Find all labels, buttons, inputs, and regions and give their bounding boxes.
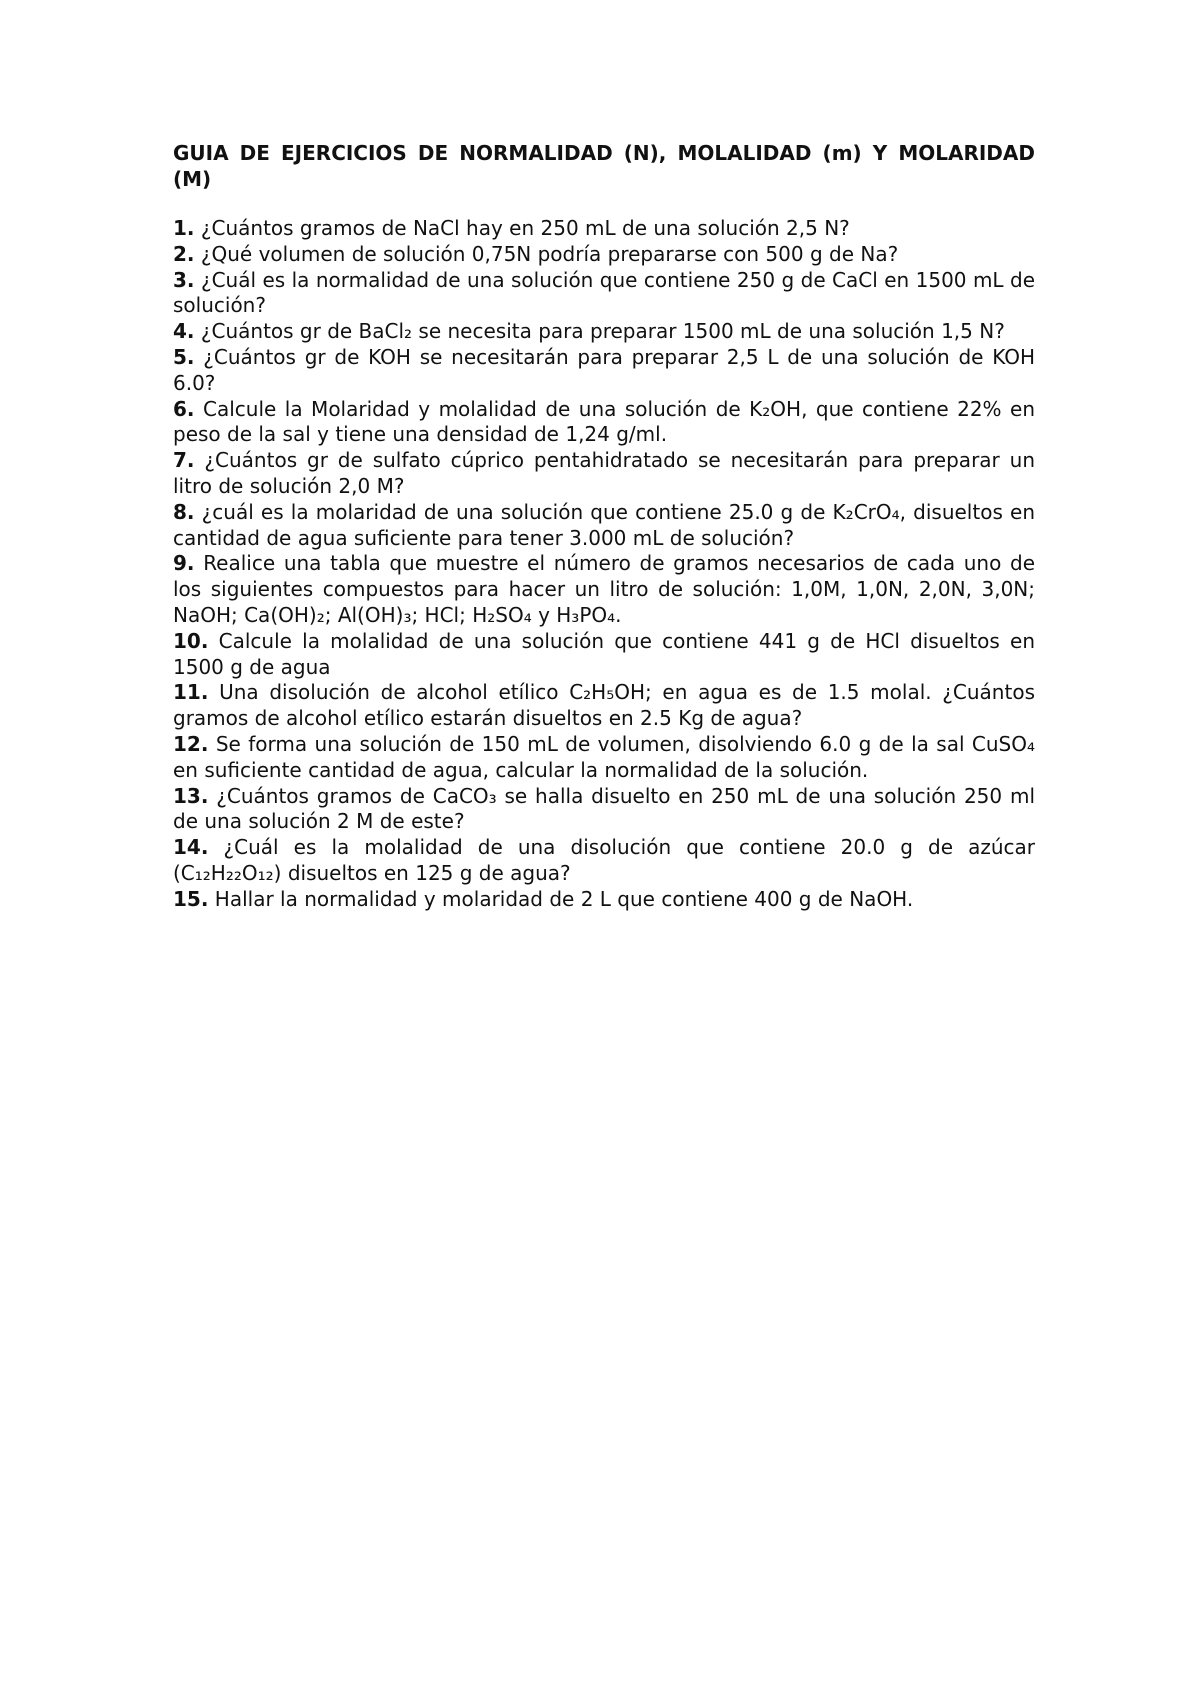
exercise-item	[173, 784, 1035, 836]
exercise-text: ¿Cuántos gr de BaCl₂ se necesita para preparar 1500 mL de una solución 1,5 N?	[200, 319, 1005, 344]
exercise-item	[173, 629, 1035, 681]
exercise-text: Hallar la normalidad y molaridad de 2 L que contiene 400 g de NaOH.	[214, 886, 914, 911]
exercise-item	[173, 345, 1035, 397]
exercise-text: ¿cuál es la molaridad de una solución que contiene 25.0 g de K₂CrO₄, disueltos en cantidad de agua suficiente para tener 3.000 mL de solución?	[173, 499, 1035, 550]
exercise-number: 12.	[173, 731, 209, 756]
exercise-item	[173, 732, 1035, 784]
exercise-text: Una disolución de alcohol etílico C₂H₅OH; en agua es de 1.5 molal. ¿Cuántos gramos de alcohol etílico estarán disueltos en 2.5 Kg de agua?	[173, 680, 1035, 731]
exercise-number: 13.	[173, 783, 209, 808]
exercise-number: 14.	[173, 835, 209, 860]
exercise-text: Calcule la molalidad de una solución que contiene 441 g de HCl disueltos en 1500 g de agua	[173, 628, 1036, 679]
exercise-text: ¿Qué volumen de solución 0,75N podría prepararse con 500 g de Na?	[200, 241, 899, 266]
exercise-number: 6.	[173, 396, 195, 421]
document-title: GUIA DE EJERCICIOS DE NORMALIDAD (N), MOLALIDAD (m) Y MOLARIDAD (M)	[173, 141, 1035, 191]
exercise-item	[173, 397, 1035, 449]
exercise-number: 10.	[173, 628, 209, 653]
exercise-text: Realice una tabla que muestre el número de gramos necesarios de cada uno de los siguientes compuestos para hacer un litro de solución: 1,0M, 1,0N, 2,0N, 3,0N; NaOH; Ca(OH)₂; Al(OH)₃; HCl; H₂SO₄ y H₃PO₄.	[173, 551, 1035, 627]
exercise-text: ¿Cuál es la molalidad de una disolución que contiene 20.0 g de azúcar (C₁₂H₂₂O₁₂) disueltos en 125 g de agua?	[173, 835, 1036, 885]
exercise-item	[173, 551, 1035, 628]
exercise-number: 4.	[173, 319, 195, 344]
exercise-text: ¿Cuál es la normalidad de una solución que contiene 250 g de CaCl en 1500 mL de solución?	[173, 267, 1036, 318]
exercise-number: 5.	[173, 344, 195, 369]
exercise-item	[173, 680, 1035, 732]
exercise-number: 3.	[173, 267, 195, 292]
exercise-text: ¿Cuántos gr de KOH se necesitarán para preparar 2,5 L de una solución de KOH 6.0?	[173, 344, 1036, 395]
exercise-text: ¿Cuántos gramos de CaCO₃ se halla disuelto en 250 mL de una solución 250 ml de una solución 2 M de este?	[173, 783, 1035, 834]
exercise-item	[173, 887, 1035, 913]
exercise-number: 9.	[173, 551, 195, 576]
exercise-item	[173, 835, 1035, 887]
exercise-text: Se forma una solución de 150 mL de volumen, disolviendo 6.0 g de la sal CuSO₄ en suficiente cantidad de agua, calcular la normalidad de la solución.	[173, 731, 1036, 782]
exercise-item	[173, 268, 1035, 320]
exercise-number: 7.	[173, 448, 195, 473]
exercise-number: 1.	[173, 216, 195, 240]
exercise-item	[173, 319, 1035, 345]
exercise-text: ¿Cuántos gramos de NaCl hay en 250 mL de una solución 2,5 N?	[200, 216, 850, 240]
exercise-item	[173, 448, 1035, 500]
exercise-number: 8.	[173, 499, 195, 524]
exercise-list	[173, 216, 1035, 913]
exercise-number: 15.	[173, 886, 209, 911]
exercise-text: Calcule la Molaridad y molalidad de una solución de K₂OH, que contiene 22% en peso de la sal y tiene una densidad de 1,24 g/ml.	[173, 396, 1036, 447]
exercise-text: ¿Cuántos gr de sulfato cúprico pentahidratado se necesitarán para preparar un litro de solución 2,0 M?	[173, 448, 1036, 498]
exercise-number: 2.	[173, 241, 195, 266]
exercise-item	[173, 500, 1035, 552]
exercise-number: 11.	[173, 680, 209, 705]
exercise-item	[173, 242, 1035, 268]
exercise-item	[173, 216, 1035, 242]
document-page	[173, 140, 1035, 913]
